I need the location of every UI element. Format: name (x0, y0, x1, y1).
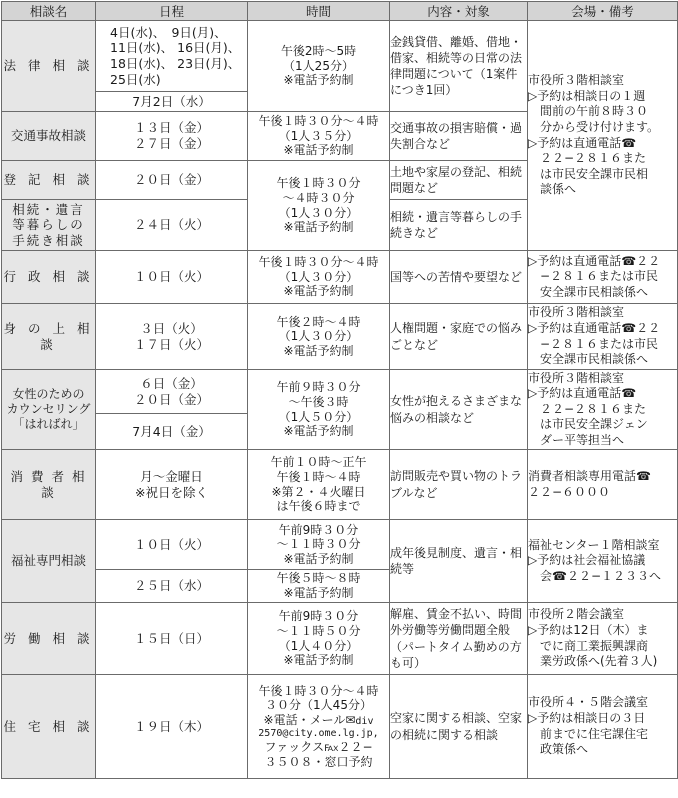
time-registry-inherit: 午後１時３０分 ～４時３０分 （1人３０分） ※電話予約制 (248, 161, 390, 251)
table-row (2, 675, 678, 779)
header-row (2, 2, 678, 21)
schedule-welfare-a: １０日（火） (96, 520, 248, 570)
schedule-consumer: 月～金曜日 ※祝日を除く (96, 450, 248, 520)
time-admin: 午後１時３０分～４時 （1人３０分） ※電話予約制 (248, 251, 390, 304)
schedule-labor: １５日（日） (96, 603, 248, 675)
venue-housing: 市役所４・５階会議室 ▷予約は相談日の３日 前までに住宅課住宅 政策係へ (528, 675, 678, 779)
category-traffic: 交通事故相談 (2, 112, 96, 161)
schedule-registry: ２０日（金） (96, 161, 248, 200)
schedule-personal: ３日（火） １７日（火） (96, 304, 248, 370)
venue-women: 市役所３階相談室 ▷予約は直通電話☎ ２２−２８１６また は市民安全課ジェン ダー平等担当へ (528, 370, 678, 450)
venue-welfare: 福祉センター１階相談室 ▷予約は社会福祉協議 会☎２２−１２３３へ (528, 520, 678, 603)
header-time: 時間 (248, 2, 390, 21)
header-content: 内容・対象 (390, 2, 528, 21)
venue-personal: 市役所３階相談室 ▷予約は直通電話☎２２ −２８１６または市民 安全課市民相談係へ (528, 304, 678, 370)
content-women: 女性が抱えるさまざまな悩みの相談など (390, 370, 528, 450)
schedule-housing: １９日（木） (96, 675, 248, 779)
time-women: 午前９時３０分 ～午後３時 （1人５０分） ※電話予約制 (248, 370, 390, 450)
venue-admin: ▷予約は直通電話☎２２ −２８１６または市民 安全課市民相談係へ (528, 251, 678, 304)
table-row (2, 450, 678, 520)
table-row (2, 21, 678, 92)
content-personal: 人権問題・家庭での悩みごとなど (390, 304, 528, 370)
schedule-inherit: ２４日（火） (96, 200, 248, 251)
content-traffic: 交通事故の損害賠償・過失割合など (390, 112, 528, 161)
table-row (2, 370, 678, 414)
time-law: 午後2時～5時 （1人25分） ※電話予約制 (248, 21, 390, 112)
table-row (2, 251, 678, 304)
content-labor: 解雇、賃金不払い、時間外労働等労働問題全般（パートタイム勤めの方も可） (390, 603, 528, 675)
category-welfare: 福祉専門相談 (2, 520, 96, 603)
category-personal: 身 の 上 相 談 (2, 304, 96, 370)
schedule-law-july: 7月2日（水） (96, 92, 248, 112)
venue-consumer: 消費者相談専用電話☎ ２２−６０００ (528, 450, 678, 520)
category-women: 女性のための カウンセリング 「はればれ」 (2, 370, 96, 450)
time-welfare-a: 午前9時３０分 ～１１時３０分 ※電話予約制 (248, 520, 390, 570)
category-housing: 住 宅 相 談 (2, 675, 96, 779)
time-traffic: 午後１時３０分～４時 （1人３５分） ※電話予約制 (248, 112, 390, 161)
content-inherit: 相続・遺言等暮らしの手続きなど (390, 200, 528, 251)
schedule-women-july: 7月4日（金） (96, 414, 248, 450)
time-personal: 午後２時～４時 （1人３０分） ※電話予約制 (248, 304, 390, 370)
table-row (2, 520, 678, 570)
venue-law-traffic-registry: 市役所３階相談室 ▷予約は相談日の１週 間前の午前８時３０ 分から受け付けます。 ▷予約は直通電話☎ ２２−２８１６また は市民安全課市民相 談係へ (528, 21, 678, 251)
time-consumer: 午前１０時～正午 午後１時～４時 ※第２・４火曜日 は午後６時まで (248, 450, 390, 520)
content-welfare: 成年後見制度、遺言・相続等 (390, 520, 528, 603)
category-inherit: 相続・遺言 等暮らしの 手続き相談 (2, 200, 96, 251)
schedule-women-dates: ６日（金） ２０日（金） (96, 370, 248, 414)
header-category: 相談名 (2, 2, 96, 21)
header-schedule: 日程 (96, 2, 248, 21)
time-housing: 午後１時３０分～４時 ３０分（1人45分） ※電話・メール✉div 2570@city.ome.lg.jp, ファックス℻２２− ３５０８・窓口予約 (248, 675, 390, 779)
time-labor: 午前9時３０分 ～１１時５０分 （1人４０分） ※電話予約制 (248, 603, 390, 675)
category-consumer: 消 費 者 相 談 (2, 450, 96, 520)
time-welfare-b: 午後５時～８時 ※電話予約制 (248, 570, 390, 603)
schedule-law-dates: 4日(水)、 9日(月)、 11日(水)、 16日(月)、 18日(水)、 23日(月)、 25日(水) (96, 21, 248, 92)
content-housing: 空家に関する相談、空家の相続に関する相談 (390, 675, 528, 779)
header-venue: 会場・備考 (528, 2, 678, 21)
housing-email[interactable]: 2570@city.ome.lg.jp, (258, 728, 379, 739)
category-registry: 登 記 相 談 (2, 161, 96, 200)
category-admin: 行 政 相 談 (2, 251, 96, 304)
schedule-traffic: １３日（金） ２７日（金） (96, 112, 248, 161)
table-row (2, 304, 678, 370)
schedule-admin: １０日（火） (96, 251, 248, 304)
schedule-welfare-b: ２５日（水） (96, 570, 248, 603)
content-law: 金銭貸借、離婚、借地・借家、相続等の日常の法律問題について（1案件につき1回） (390, 21, 528, 112)
venue-labor: 市役所２階会議室 ▷予約は12日（木）ま でに商工業振興課商 業労政係へ(先着３人) (528, 603, 678, 675)
category-labor: 労 働 相 談 (2, 603, 96, 675)
table-row (2, 603, 678, 675)
category-law: 法 律 相 談 (2, 21, 96, 112)
content-admin: 国等への苦情や要望など (390, 251, 528, 304)
content-registry: 土地や家屋の登記、相続問題など (390, 161, 528, 200)
content-consumer: 訪問販売や買い物のトラブルなど (390, 450, 528, 520)
consultation-table (1, 1, 678, 779)
